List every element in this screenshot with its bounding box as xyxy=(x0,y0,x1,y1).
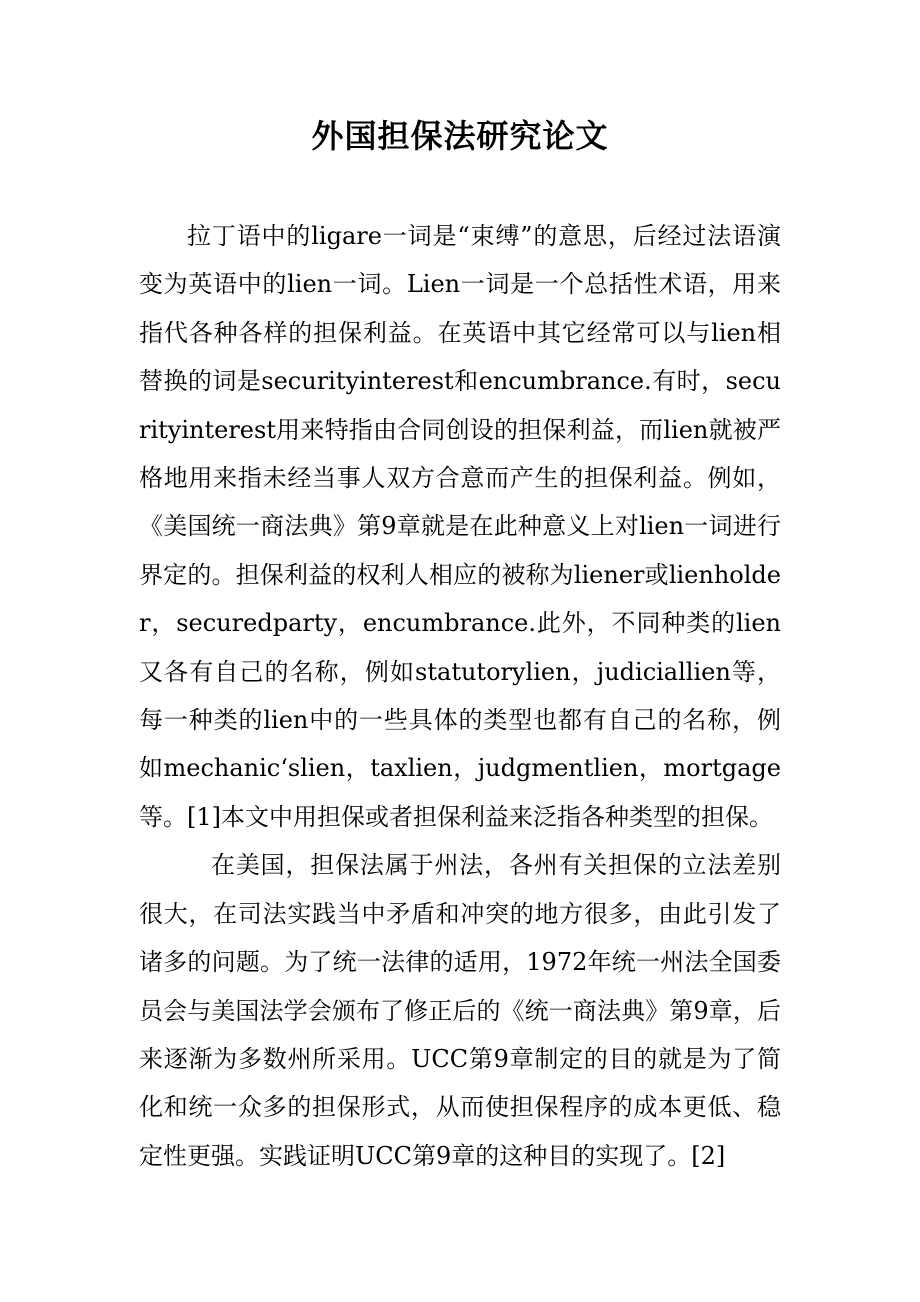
document-body xyxy=(139,212,781,1180)
paragraph-2: 在美国，担保法属于州法，各州有关担保的立法差别很大，在司法实践当中矛盾和冲突的地方很多，由此引发了诸多的问题。为了统一法律的适用，1972年统一州法全国委员会与美国法学会颁布了修正后的《统一商法典》第9章，后来逐渐为多数州所采用。UCC第9章制定的目的就是为了简化和统一众多的担保形式，从而使担保程序的成本更低、稳定性更强。实践证明UCC第9章的这种目的实现了。[2] xyxy=(139,851,781,1170)
paragraph-1: 拉丁语中的ligare一词是“束缚”的意思，后经过法语演变为英语中的lien一词。Lien一词是一个总括性术语，用来指代各种各样的担保利益。在英语中其它经常可以与lien相替换的词是securityinterest和encumbrance.有时，securityinterest用来特指由合同创设的担保利益，而lien就被严格地用来指未经当事人双方合意而产生的担保利益。例如，《美国统一商法典》第9章就是在此种意义上对lien一词进行界定的。担保利益的权利人相应的被称为liener或lienholder，securedparty，encumbrance.此外，不同种类的lien又各有自己的名称，例如statutorylien，judiciallien等，每一种类的lien中的一些具体的类型也都有自己的名称，例如mechanic‘slien，taxlien，judgmentlien，mortgage等。[1]本文中用担保或者担保利益来泛指各种类型的担保。 xyxy=(139,222,781,831)
document-title: 外国担保法研究论文 xyxy=(311,117,609,155)
